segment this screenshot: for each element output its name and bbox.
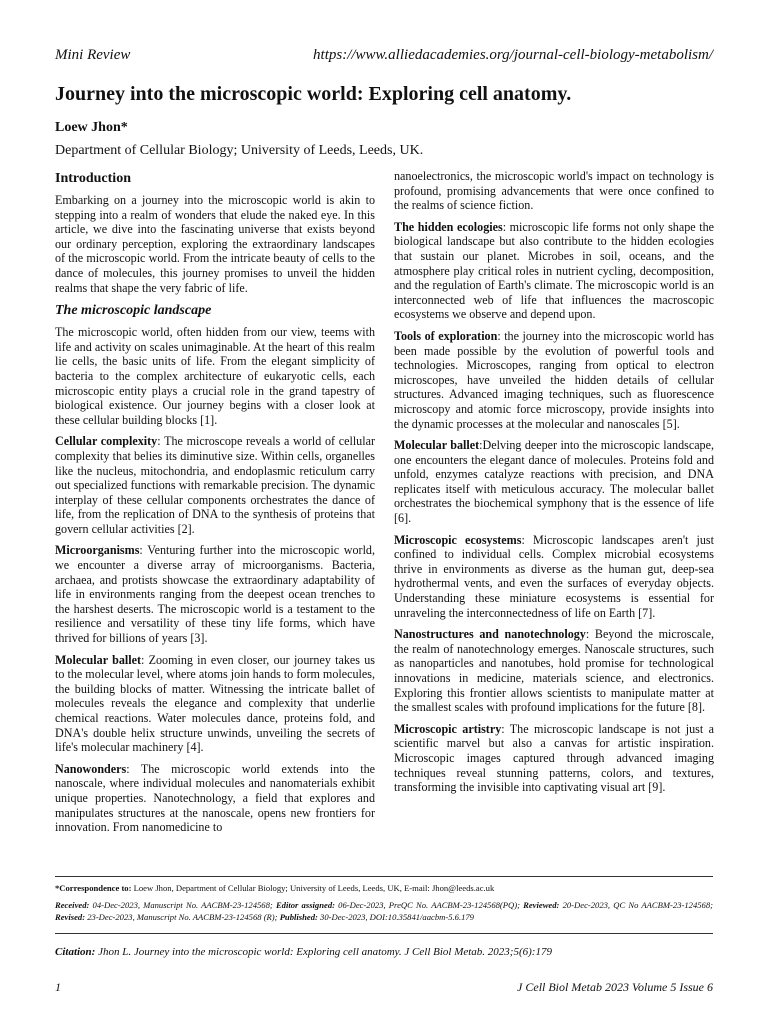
citation-divider <box>55 933 713 934</box>
reviewed-label: Reviewed: <box>523 900 560 910</box>
author-affiliation: Department of Cellular Biology; University of Leeds, Leeds, UK. <box>55 143 424 158</box>
article-type: Mini Review <box>55 47 131 63</box>
author-name: Loew Jhon* <box>55 120 128 135</box>
left-column <box>55 168 375 842</box>
right-column <box>394 169 714 802</box>
citation-label: Citation: <box>55 946 96 958</box>
paragraph-lead: Microorganisms <box>55 543 140 558</box>
paragraph-hidden-ecologies <box>394 220 714 322</box>
received-text: 04-Dec-2023, Manuscript No. AACBM-23-124568; <box>89 900 276 910</box>
paragraph-tools-of-exploration <box>394 329 714 431</box>
paragraph-body: : The microscopic world extends into the nanoscale, where individual molecules and nanomaterials exhibit unique properties. Nanotechnology, a field that explores and manipulates structures at the nanoscale, opens new frontiers for innovation. From nanomedicine to <box>55 761 375 835</box>
paragraph-microscopic-ecosystems <box>394 533 714 621</box>
paragraph-lead: Microscopic ecosystems <box>394 532 522 547</box>
paragraph-molecular-ballet-2 <box>394 438 714 526</box>
page-number: 1 <box>55 980 61 994</box>
editor-label: Editor assigned: <box>275 900 335 910</box>
paragraph-body: :Delving deeper into the microscopic landscape, one encounters the elegant dance of molecules. Proteins fold and unfold, enzymes catalyze reactions with precision, and DNA replicates itself with meticulous accuracy. The molecular ballet orchestrates the biochemical symphony that is the essence of life [6]. <box>394 438 714 526</box>
revised-text: 23-Dec-2023, Manuscript No. AACBM-23-124568 (R); <box>85 912 280 922</box>
journal-issue: J Cell Biol Metab 2023 Volume 5 Issue 6 <box>517 980 713 994</box>
published-text: 30-Dec-2023, DOI:10.35841/aacbm-5.6.179 <box>317 912 474 922</box>
paragraph-cellular-complexity <box>55 434 375 536</box>
paragraph-lead: Nanowonders <box>55 761 127 776</box>
paragraph-microorganisms <box>55 543 375 645</box>
correspondence-label: *Correspondence to: <box>55 883 132 893</box>
paragraph-lead: Nanostructures and nanotechnology <box>394 627 586 642</box>
paragraph-body: : The microscopic landscape is not just a scientific marvel but also a canvas for artistic inspiration. Microscopic images captured through advanced imaging techniques reveal stunning patterns, colors, and textures, transforming the invisible into captivating visual art [9]. <box>394 721 714 795</box>
received-label: Received: <box>55 900 90 910</box>
paragraph-nanowonders <box>55 762 375 835</box>
correspondence-text: Loew Jhon, Department of Cellular Biology; University of Leeds, Leeds, UK, E-mail: Jhon@leeds.ac.uk <box>131 883 495 893</box>
paragraph-body: : The microscope reveals a world of cellular complexity that belies its diminutive size. Within cells, organelles like the nucleus, mitochondria, and endoplasmic reticulum carry out specialized functions with remarkable precision. The dynamic interplay of these cellular components orchestrates the dance of life, from the replication of DNA to the synthesis of proteins that govern cellular activities [2]. <box>55 434 375 536</box>
intro-heading: Introduction <box>55 171 131 186</box>
intro-paragraph: Embarking on a journey into the microscopic world is akin to stepping into a realm of wonders that elude the naked eye. In this article, we dive into the fascinating universe that exists beyond our ordinary perception, exploring the extraordinary landscapes of the microscopic world. From the intricate beauty of cells to the dance of molecules, this journey promises to unveil the hidden realms that shape the very fabric of life. <box>55 193 375 295</box>
section-heading: The microscopic landscape <box>55 303 212 319</box>
paragraph-body: : microscopic life forms not only shape the biological landscape but also contribute to the hidden ecologies that sustain our planet. Microbes in soil, oceans, and the atmosphere play critical roles in nutrient cycling, decomposition, and the regulation of Earth's climate. The microscopic world is an interconnected web of life that influences the macroscopic ecosystems we observe and depend upon. <box>394 219 714 322</box>
paragraph-body: : Venturing further into the microscopic world, we encounter a diverse array of microorganisms. Bacteria, archaea, and protists showcase the extraordinary adaptability of life in environments ranging from the deepest ocean trenches to the harshest deserts. The microscopic world is a testament to the resilience and versatility of these tiny life forms, which have thrived for billions of years [3]. <box>55 543 375 646</box>
paragraph-microscopic-artistry <box>394 722 714 795</box>
citation-text: Jhon L. Journey into the microscopic world: Exploring cell anatomy. J Cell Biol Metab. 2023;5(6):179 <box>95 946 552 958</box>
paragraph-lead: Tools of exploration <box>394 328 498 343</box>
paragraph-lead: Molecular ballet <box>394 438 480 453</box>
paragraph-body: : Microscopic landscapes aren't just confined to individual cells. Complex microbial ecosystems thrive in environments as diverse as the human gut, deep-sea hydrothermal vents, and even the surfaces of everyday objects. Understanding these miniature ecosystems is essential for unraveling the interconnectedness of life on Earth [7]. <box>394 532 714 620</box>
paragraph-nanostructures <box>394 627 714 715</box>
correspondence-note <box>55 882 713 894</box>
journal-url[interactable]: https://www.alliedacademies.org/journal-cell-biology-metabolism/ <box>313 47 713 63</box>
article-title: Journey into the microscopic world: Exploring cell anatomy. <box>55 83 572 105</box>
reviewed-text: 20-Dec-2023, QC No AACBM-23-124568; <box>559 900 713 910</box>
paragraph-molecular-ballet <box>55 653 375 755</box>
revised-label: Revised: <box>55 912 86 922</box>
footnote-divider <box>55 876 713 877</box>
citation <box>55 946 552 958</box>
paragraph-lead: Cellular complexity <box>55 434 158 449</box>
paragraph-lead: Molecular ballet <box>55 652 141 667</box>
paragraph-body: : Beyond the microscale, the realm of nanotechnology emerges. Nanoscale structures, such as nanoparticles and nanotubes, hold promise for technological innovations in medicine, materials science, and electronics. Exploring this frontier allows scientists to manipulate matter at the smallest scales with profound implications for the future [8]. <box>394 627 714 715</box>
paragraph-body: : the journey into the microscopic world has been made possible by the evolution of powerful tools and technologies. Microscopes, ranging from optical to electron microscopes, have unveiled the hidden details of cellular structures. Advanced imaging techniques, such as fluorescence microscopy and atomic force microscopy, provide insights into the dynamic processes at the molecular and nanoscales [5]. <box>394 328 714 431</box>
paragraph-lead: Microscopic artistry <box>394 721 502 736</box>
editor-text: 06-Dec-2023, PreQC No. AACBM-23-124568(PQ); <box>334 900 524 910</box>
manuscript-dates <box>55 899 713 923</box>
paragraph-body: : Zooming in even closer, our journey takes us to the molecular level, where atoms join hands to form molecules, the building blocks of matter. Witnessing the intricate ballet of molecules reveals the elegance and complexity that underlie chemical reactions. Water molecules dance, proteins fold, and DNA's double helix structure unwinds, unveiling the secrets of life's molecular machinery [4]. <box>55 652 375 755</box>
published-label: Published: <box>279 912 318 922</box>
paragraph-lead: The hidden ecologies <box>394 219 503 234</box>
continued-paragraph: nanoelectronics, the microscopic world's impact on technology is profound, promising advancements that were once confined to the realms of science fiction. <box>394 169 714 213</box>
landscape-paragraph: The microscopic world, often hidden from our view, teems with life and activity on scales unimaginable. At the heart of this realm lie cells, the basic units of life. From the elegant simplicity of bacteria to the complex architecture of eukaryotic cells, each microscopic entity plays a crucial role in the grand tapestry of biological existence. Our journey begins with a closer look at these cellular building blocks [1]. <box>55 325 375 427</box>
